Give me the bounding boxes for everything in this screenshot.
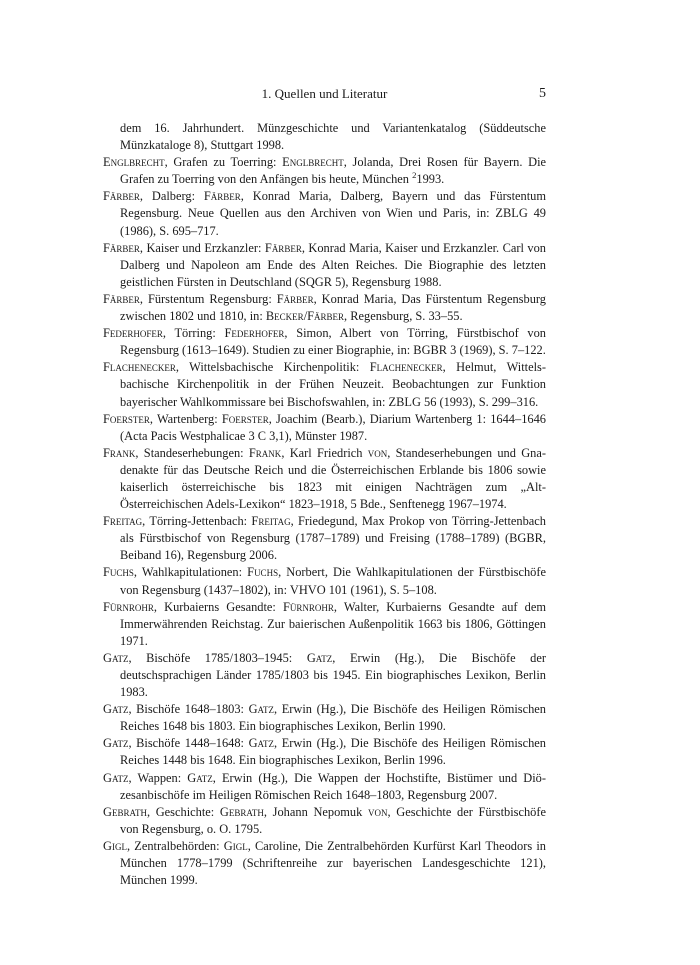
- entry-text: , Helmut, Wittelsbachische Kirchenpolitik in der Frühen Neuzeit. Beobachtungen zur Funktion bayerischer Wahlkommissare bei Bischofswahlen, in: ZBLG 56 (1993), S. 299–316.: [120, 360, 546, 409]
- entry-text: , Bischöfe 1785/1803–1945:: [128, 650, 307, 665]
- bibliography-entry: [103, 804, 546, 838]
- author-name: Becker: [265, 309, 304, 324]
- entry-text: , Fürstentum Regensburg:: [139, 291, 277, 306]
- entry-text: , Geschichte:: [146, 804, 220, 819]
- entry-text: , Standeserhebungen:: [135, 445, 249, 460]
- bibliography-entry: [103, 291, 546, 325]
- bibliography-entry: [103, 120, 546, 154]
- entry-text: , Karl Friedrich: [281, 445, 368, 460]
- author-name: Färber: [103, 189, 140, 204]
- running-title: 1. Quellen und Literatur: [261, 86, 388, 101]
- entry-text: , Jolanda, Drei Rosen für Bayern. Die Grafen zu Toerring von den Anfängen bis heute, München: [120, 155, 547, 187]
- entry-text: , Erwin (Hg.), Die Bischöfe des Heiligen Römischen Reiches 1648 bis 1803. Ein biographisches Lexikon, Berlin 1990.: [120, 702, 546, 734]
- page-number: 5: [539, 86, 546, 101]
- entry-text: , Geschichte der Fürstbischöfe von Regensburg, o. O. 1795.: [120, 804, 546, 836]
- bibliography-entry: [103, 240, 546, 291]
- author-name: Flachenecker: [103, 360, 176, 375]
- author-name: Gatz: [187, 770, 213, 785]
- entry-text: , Zentralbehörden:: [126, 838, 224, 853]
- author-name: Fuchs: [103, 565, 134, 580]
- author-name: von: [368, 804, 388, 819]
- entry-text: , Joachim (Bearb.), Diarium Wartenberg 1: 1644–1646 (Acta Pacis Westphalicae 3 C 3,1), Münster 1987.: [120, 411, 546, 443]
- bibliography-entry: [103, 359, 546, 410]
- bibliography-entry: [103, 325, 546, 359]
- author-name: Gebrath: [219, 804, 264, 819]
- bibliography-list: [103, 120, 546, 889]
- author-name: Gatz: [103, 736, 129, 751]
- entry-text: , Törring:: [162, 326, 225, 341]
- entry-text: , Johann Nepomuk: [263, 804, 369, 819]
- author-name: Gatz: [103, 702, 129, 717]
- author-name: Färber: [276, 291, 314, 306]
- entry-text: 1993.: [416, 172, 445, 187]
- author-name: Federhofer: [224, 326, 285, 341]
- entry-text: , Norbert, Die Wahlkapitulationen der Fürstbischöfe von Regensburg (1437–1802), in: VHVO 101 (1961), S. 5–108.: [120, 565, 547, 597]
- entry-text: , Standeserhebungen und Gnadenakte für das Deutsche Reich und die Österreichischen Erblande bis 1806 sowie kaiserlich österreichische bis 1823 mit einigen Nachträgen zum „Alt-Österreichischen Adels-Lexikon“ 1823–1918, 5 Bde., Senftenegg 1967–1974.: [120, 445, 546, 512]
- author-name: Gatz: [248, 702, 275, 717]
- bibliography-entry: [103, 445, 546, 513]
- author-name: Gebrath: [103, 804, 147, 819]
- entry-text: , Erwin (Hg.), Die Bischöfe der deutschsprachigen Länder 1785/1803 bis 1945. Ein biographisches Lexikon, Berlin 1983.: [120, 650, 546, 700]
- author-name: Gatz: [103, 650, 129, 665]
- author-name: Färber: [103, 240, 140, 255]
- author-name: von: [367, 445, 388, 460]
- entry-text: , Wappen:: [128, 770, 188, 785]
- entry-text: , Walter, Kurbaierns Gesandte auf dem Immerwährenden Reichstag. Zur baierischen Außenpolitik 1663 bis 1806, Göttingen 1971.: [120, 599, 546, 648]
- bibliography-entry: [103, 735, 546, 769]
- edition-superscript: 2: [412, 170, 417, 181]
- author-name: Fürnrohr: [282, 599, 334, 614]
- author-name: Frank: [103, 445, 136, 460]
- author-name: Flachenecker: [369, 360, 443, 375]
- bibliography-entry: [103, 650, 546, 701]
- author-name: Gigl: [103, 838, 127, 853]
- author-name: Englbrecht: [282, 155, 344, 170]
- entry-text: , Erwin (Hg.), Die Bischöfe des Heiligen Römischen Reiches 1448 bis 1648. Ein biographisches Lexikon, Berlin 1996.: [120, 736, 546, 768]
- entry-text: , Caroline, Die Zentralbehörden Kurfürst Karl Theodors in München 1778–1799 (Schriftenreihe zur bayerischen Landesgeschichte 121), München 1999.: [120, 838, 546, 888]
- bibliography-entry: [103, 701, 546, 735]
- entry-text: , Wittelsbachische Kirchenpolitik:: [175, 360, 370, 375]
- bibliography-entry: [103, 154, 546, 188]
- author-name: Färber: [103, 291, 140, 306]
- entry-text: , Grafen zu Toerring:: [164, 155, 283, 170]
- bibliography-entry: [103, 770, 546, 804]
- author-name: Färber: [264, 240, 302, 255]
- entry-text: , Törring-Jettenbach:: [142, 514, 252, 529]
- author-name: Federhofer: [103, 326, 163, 341]
- author-name: Fuchs: [247, 565, 279, 580]
- entry-text: , Bischöfe 1448–1648:: [128, 736, 249, 751]
- bibliography-entry: [103, 513, 546, 564]
- author-name: Fürnrohr: [103, 599, 154, 614]
- entry-text: , Bischöfe 1648–1803:: [128, 702, 249, 717]
- entry-text: , Kaiser und Erzkanzler:: [139, 240, 265, 255]
- entry-text: , Wartenberg:: [149, 411, 222, 426]
- bibliography-entry: [103, 564, 546, 598]
- entry-text: , Konrad Maria, Das Fürstentum Regensburg zwischen 1802 und 1810, in:: [120, 291, 546, 324]
- bibliography-entry: [103, 188, 546, 239]
- bibliography-entry: [103, 599, 546, 650]
- entry-text: , Konrad Maria, Dalberg, Bayern und das Fürstentum Regensburg. Neue Quellen aus den Archiven von Wien und Paris, in: ZBLG 49 (1986), S. 695–717.: [120, 189, 546, 238]
- entry-text: /: [303, 309, 308, 324]
- entry-text: , Regensburg, S. 33–55.: [344, 309, 463, 324]
- author-name: Freitag: [251, 514, 291, 529]
- author-name: Freitag: [103, 514, 143, 529]
- entry-text: , Konrad Maria, Kaiser und Erzkanzler. Carl von Dalberg und Napoleon am Ende des Alten Reiches. Die Biographie des letzten geistlichen Fürsten in Deutschland (SQGR 5), Regensburg 1988.: [120, 240, 546, 289]
- entry-text: , Erwin (Hg.), Die Wappen der Hochstifte, Bistümer und Diözesanbischöfe im Heiligen Römischen Reich 1648–1803, Regensburg 2007.: [120, 770, 546, 802]
- author-name: Foerster: [103, 411, 150, 426]
- entry-text: , Simon, Albert von Törring, Fürstbischof von Regensburg (1613–1649). Studien zu einer Biographie, in: BGBR 3 (1969), S. 7–122.: [120, 326, 546, 358]
- bibliography-entry: [103, 411, 546, 445]
- author-name: Gigl: [223, 838, 248, 853]
- entry-text: , Wahlkapitulationen:: [133, 565, 248, 580]
- entry-text: , Dalberg:: [139, 189, 204, 204]
- author-name: Gatz: [103, 770, 129, 785]
- author-name: Färber: [307, 309, 345, 324]
- entry-text: , Friedegund, Max Prokop von Törring-Jettenbach als Fürstbischof von Regensburg (1787–1789) und Freising (1788–1789) (BGBR, Beiband 16), Regensburg 2006.: [120, 514, 547, 563]
- author-name: Englbrecht: [103, 155, 165, 170]
- author-name: Gatz: [248, 736, 275, 751]
- author-name: Frank: [248, 445, 282, 460]
- entry-text: , Kurbaierns Gesandte:: [153, 599, 283, 614]
- author-name: Gatz: [306, 650, 333, 665]
- bibliography-entry: [103, 838, 546, 889]
- entry-text: dem 16. Jahrhundert. Münzgeschichte und Variantenkatalog (Süddeutsche Münzkataloge 8), Stuttgart 1998.: [120, 121, 546, 153]
- author-name: Foerster: [221, 411, 269, 426]
- author-name: Färber: [203, 189, 241, 204]
